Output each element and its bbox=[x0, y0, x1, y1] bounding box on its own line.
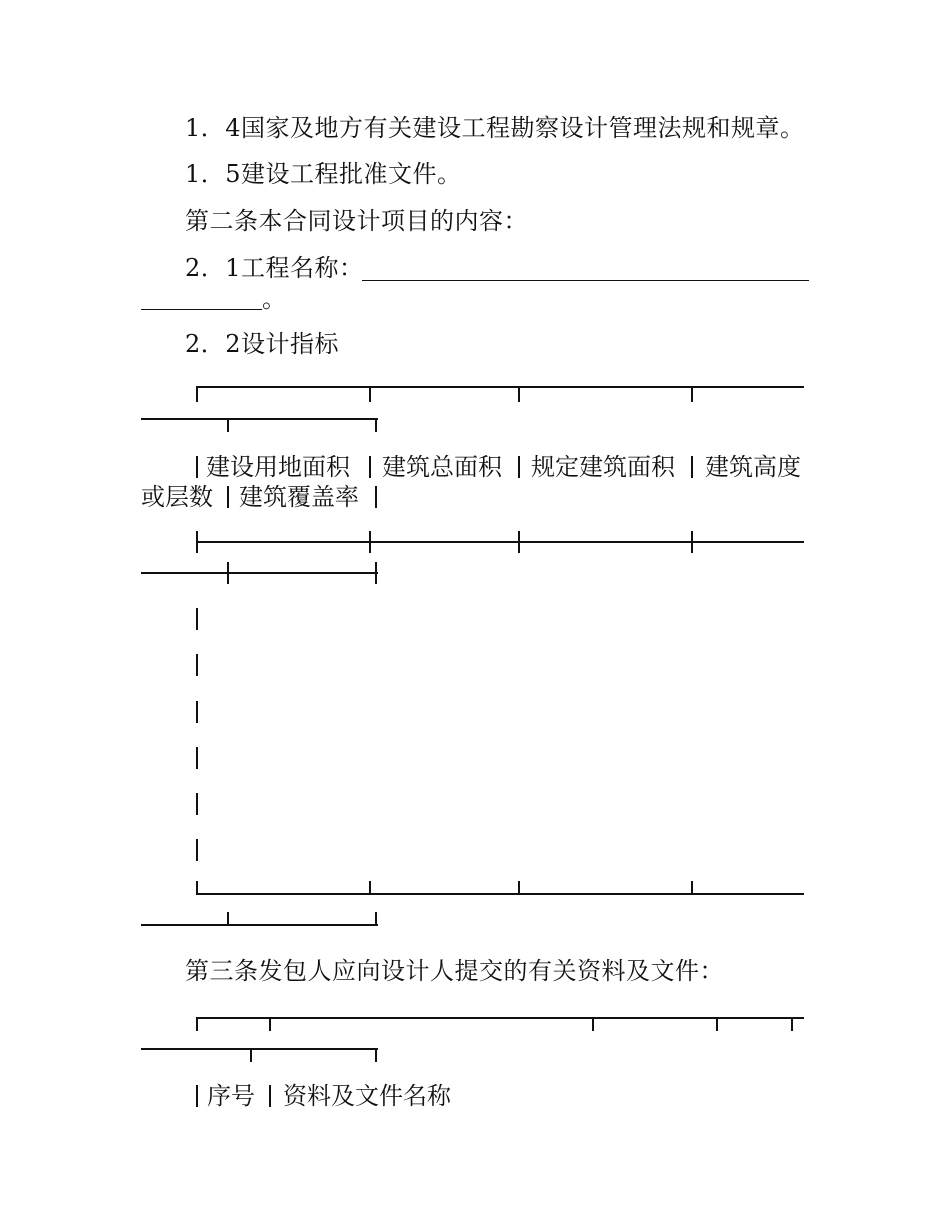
article-3-heading: 第三条发包人应向设计人提交的有关资料及文件： bbox=[185, 957, 724, 985]
table1-header-total-area: 建筑总面积 bbox=[382, 453, 502, 481]
table1-row-border bbox=[196, 747, 198, 769]
table1-row-border bbox=[196, 839, 198, 861]
table1-header-coverage: 建筑覆盖率 bbox=[239, 483, 359, 511]
table2-header-number: 序号 bbox=[207, 1082, 255, 1110]
table1-row-border bbox=[196, 701, 198, 723]
project-name-blank-cont bbox=[141, 309, 262, 310]
table2-header-document-name: 资料及文件名称 bbox=[283, 1082, 451, 1110]
clause-2-1-label: 2．1工程名称： bbox=[185, 254, 364, 282]
table1-row-border bbox=[196, 654, 198, 676]
clause-2-1-end: 。 bbox=[262, 285, 287, 313]
table1-row-border bbox=[196, 793, 198, 815]
article-2-heading: 第二条本合同设计项目的内容： bbox=[185, 207, 528, 235]
table1-header-land-area: 建设用地面积 bbox=[206, 453, 350, 481]
table1-header-floors: 或层数 bbox=[141, 483, 213, 511]
clause-1-5: 1．5建设工程批准文件。 bbox=[185, 160, 462, 188]
clause-1-4: 1．4国家及地方有关建设工程勘察设计管理法规和规章。 bbox=[185, 114, 805, 142]
table1-header-specified-area: 规定建筑面积 bbox=[531, 453, 675, 481]
project-name-blank bbox=[362, 280, 809, 281]
table1-header-height: 建筑高度 bbox=[705, 453, 801, 481]
clause-2-2: 2．2设计指标 bbox=[185, 330, 340, 358]
table1-row-border bbox=[196, 608, 198, 630]
